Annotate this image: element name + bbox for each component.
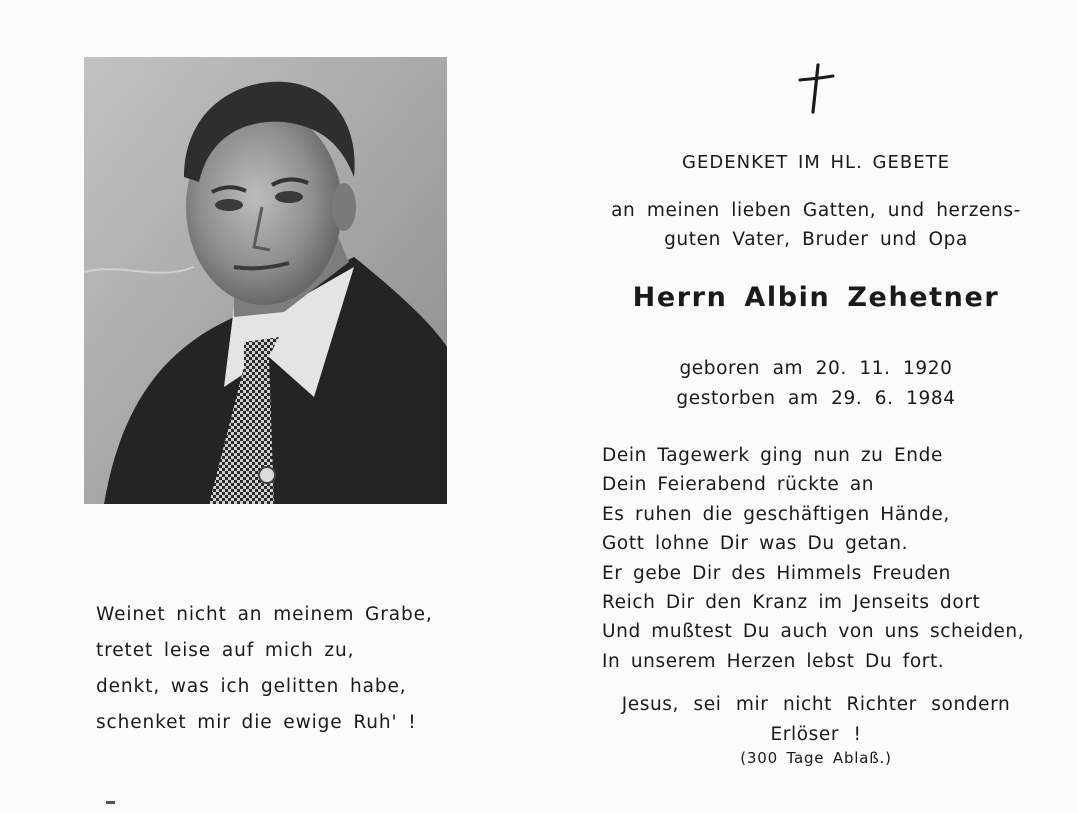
verse-line: Dein Feierabend rückte an (602, 474, 875, 496)
left-poem-line: Weinet nicht an meinem Grabe, (96, 604, 433, 625)
verse-line: In unserem Herzen lebst Du fort. (602, 650, 945, 672)
prayer-line: Erlöser ! (770, 724, 862, 745)
verse-line: Er gebe Dir des Himmels Freuden (602, 562, 952, 584)
prayer (598, 690, 1034, 750)
memorial-verse (602, 441, 1042, 676)
portrait-photo (84, 57, 447, 504)
left-poem-line: schenket mir die ewige Ruh' ! (96, 712, 417, 733)
death-date: gestorben am 29. 6. 1984 (676, 388, 956, 409)
life-dates (598, 354, 1034, 414)
verse-line: Gott lohne Dir was Du getan. (602, 533, 909, 555)
intro-line: an meinen lieben Gatten, und herzens- (611, 200, 1021, 221)
intro-text (598, 196, 1034, 254)
verse-line: Reich Dir den Kranz im Jenseits dort (602, 592, 981, 614)
verse-line: Es ruhen die geschäftigen Hände, (602, 503, 950, 525)
left-poem-line: tretet leise auf mich zu, (96, 640, 355, 661)
heading: GEDENKET IM HL. GEBETE (682, 152, 950, 173)
verse-line: Und mußtest Du auch von uns scheiden, (602, 621, 1025, 643)
indulgence-note: (300 Tage Ablaß.) (740, 749, 892, 767)
deceased-name: Herrn Albin Zehetner (632, 282, 1000, 313)
cross-icon (796, 62, 836, 114)
birth-date: geboren am 20. 11. 1920 (679, 358, 953, 379)
verse-line: Dein Tagewerk ging nun zu Ende (602, 445, 943, 466)
left-poem-line: denkt, was ich gelitten habe, (96, 676, 407, 697)
left-poem (96, 597, 456, 741)
print-speck (106, 801, 115, 804)
prayer-line: Jesus, sei mir nicht Richter sondern (621, 694, 1011, 715)
intro-line: guten Vater, Bruder und Opa (664, 229, 968, 250)
